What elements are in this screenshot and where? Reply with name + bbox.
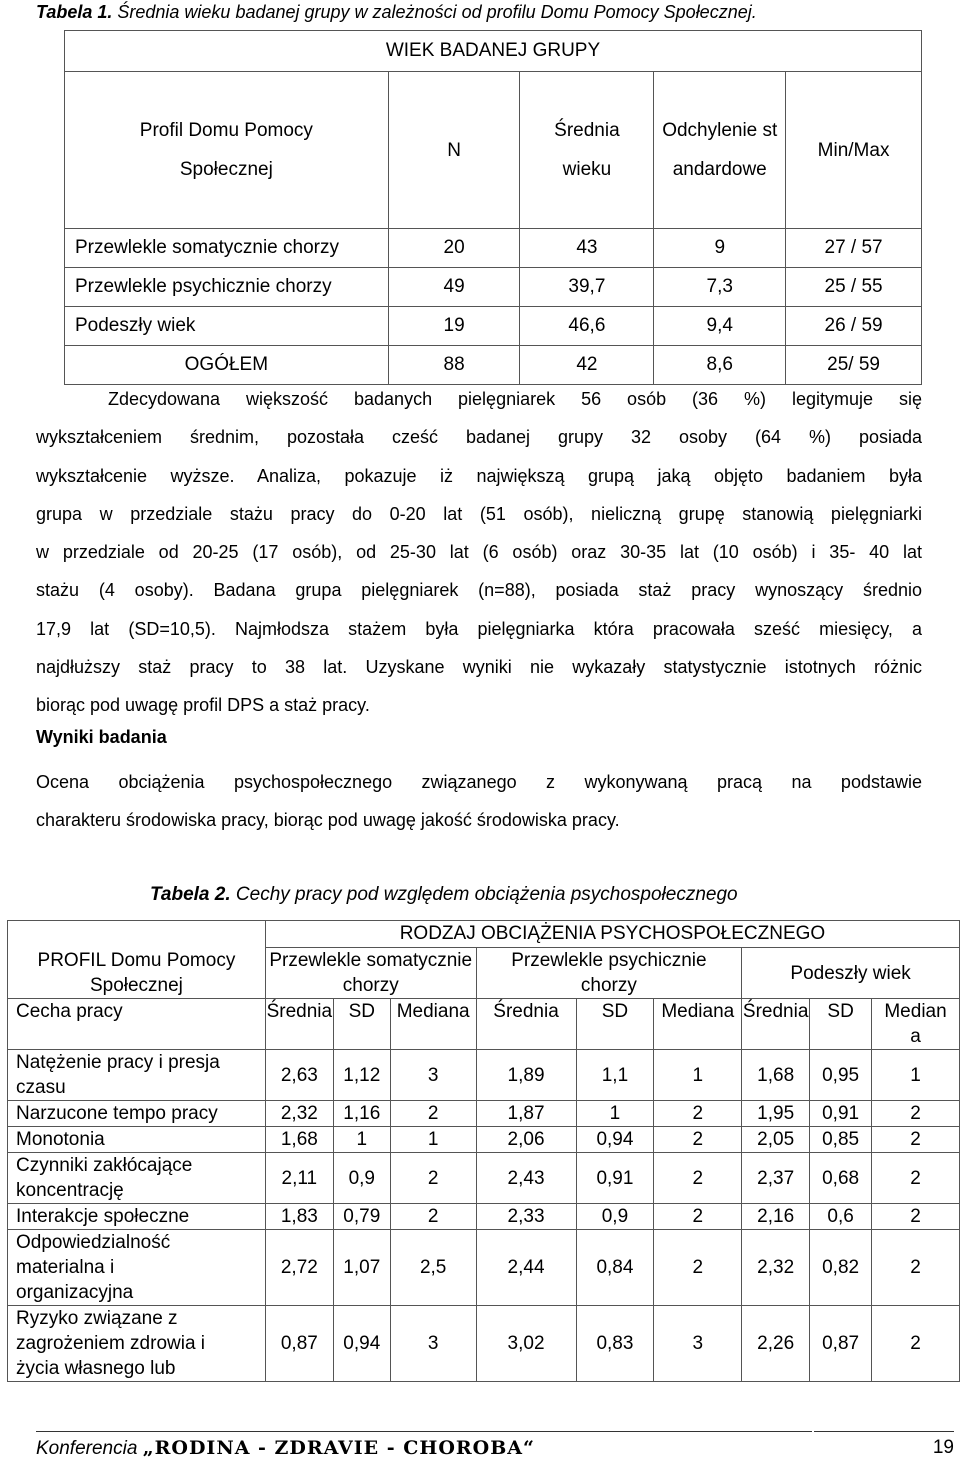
sub-header-mean: Średnia: [742, 999, 810, 1050]
cell: 0,9: [333, 1153, 390, 1204]
workload-table-subheader-row: [8, 999, 960, 1050]
row-label: Natężenie pracy i presja czasu: [8, 1050, 266, 1101]
cell-mean: 43: [520, 229, 654, 268]
cell-minmax: 25/ 59: [786, 346, 922, 385]
cell: 2,11: [265, 1153, 333, 1204]
sub-header-mean: Średnia: [265, 999, 333, 1050]
row-label: Ryzyko związane z zagrożeniem zdrowia i życia własnego lub: [8, 1306, 266, 1382]
sub-header-sd: SD: [576, 999, 654, 1050]
col-header-n: N: [388, 72, 520, 229]
cell: 1,89: [476, 1050, 576, 1101]
cell: 2: [654, 1230, 742, 1306]
cell: 1: [390, 1127, 476, 1153]
cell: 2: [872, 1101, 960, 1127]
col-header-minmax: Min/Max: [786, 72, 922, 229]
workload-group-header: RODZAJ OBCIĄŻENIA PSYCHOSPOŁECZNEGO: [265, 921, 959, 948]
cell-mean: 42: [520, 346, 654, 385]
page-number: 19: [932, 1437, 954, 1458]
cell: 0,68: [810, 1153, 872, 1204]
table-row: [8, 1204, 960, 1230]
cell: 2,72: [265, 1230, 333, 1306]
cell: 2: [654, 1101, 742, 1127]
table-row: [65, 229, 922, 268]
cell: 1,87: [476, 1101, 576, 1127]
cell: 1,07: [333, 1230, 390, 1306]
cell-minmax: 25 / 55: [786, 268, 922, 307]
table1-caption-text: Średnia wieku badanej grupy w zależności od profilu Domu Pomocy Społecznej.: [112, 2, 757, 22]
cell-mean: 46,6: [520, 307, 654, 346]
row-label: Interakcje społeczne: [8, 1204, 266, 1230]
paragraph-line: najdłuższy staż pracy to 38 lat. Uzyskane wyniki nie wykazały statystycznie istotnych różnic: [36, 657, 922, 678]
cell: 0,91: [810, 1101, 872, 1127]
workload-table-header-row: [8, 948, 960, 999]
cell: 1,1: [576, 1050, 654, 1101]
col-header-psychic: Przewlekle psychicznie chorzy: [476, 948, 742, 999]
cell: 2,37: [742, 1153, 810, 1204]
cell: 0,95: [810, 1050, 872, 1101]
col-header-elderly: Podeszły wiek: [742, 948, 960, 999]
cell: 0,9: [576, 1204, 654, 1230]
row-label: Odpowiedzialność materialna i organizacyjna: [8, 1230, 266, 1306]
cell: 3: [390, 1306, 476, 1382]
cell: 1: [576, 1101, 654, 1127]
paragraph-line: wykształcenie wyższe. Analiza, pokazuje iż największą grupą jaką objęto badaniem była: [36, 465, 922, 486]
table-row: [8, 1050, 960, 1101]
paragraph-line: charakteru środowiska pracy, biorąc pod uwagę jakość środowiska pracy.: [36, 810, 620, 831]
cell-n: 49: [388, 268, 520, 307]
table2-caption-label: Tabela 2.: [150, 884, 231, 905]
age-table-header-row: [65, 72, 922, 229]
paragraph-line: wykształceniem średnim, pozostała cześć badanej grupy 32 osoby (64 %) posiada: [36, 427, 922, 448]
cell-n: 20: [388, 229, 520, 268]
footer-rule: [814, 1431, 954, 1432]
cell: 1,83: [265, 1204, 333, 1230]
table-row: [8, 1153, 960, 1204]
row-label: OGÓŁEM: [65, 346, 389, 385]
row-label: Przewlekle somatycznie chorzy: [65, 229, 389, 268]
table1-caption-label: Tabela 1.: [36, 2, 113, 22]
row-label: Podeszły wiek: [65, 307, 389, 346]
sub-header-median: Mediana: [390, 999, 476, 1050]
cell-mean: 39,7: [520, 268, 654, 307]
cell: 2,05: [742, 1127, 810, 1153]
row-label: Monotonia: [8, 1127, 266, 1153]
table-row: [65, 268, 922, 307]
paragraph-assessment: [36, 763, 922, 840]
cell-minmax: 27 / 57: [786, 229, 922, 268]
cell: 2: [872, 1230, 960, 1306]
cell: 2,32: [742, 1230, 810, 1306]
cell: 0,85: [810, 1127, 872, 1153]
paragraph-line: biorąc pod uwagę profil DPS a staż pracy.: [36, 695, 370, 716]
table-row: [8, 1230, 960, 1306]
age-table-group-row: [65, 31, 922, 72]
sub-header-mean: Średnia: [476, 999, 576, 1050]
cell: 2: [872, 1153, 960, 1204]
page-footer: [36, 1437, 954, 1465]
paragraph-line: Ocena obciążenia psychospołecznego związanego z wykonywaną pracą na podstawie: [36, 772, 922, 792]
cell-n: 88: [388, 346, 520, 385]
cell: 0,91: [576, 1153, 654, 1204]
cell: 2: [872, 1204, 960, 1230]
cell: 0,87: [810, 1306, 872, 1382]
row-label: Narzucone tempo pracy: [8, 1101, 266, 1127]
cell: 2,16: [742, 1204, 810, 1230]
cell: 0,6: [810, 1204, 872, 1230]
paragraph-line: 17,9 lat (SD=10,5). Najmłodsza stażem była pielęgniarka która pracowała sześć miesięcy, a: [36, 618, 922, 639]
sub-header-median: Mediana: [654, 999, 742, 1050]
cell: 1: [654, 1050, 742, 1101]
cell: 1: [333, 1127, 390, 1153]
cell: 3,02: [476, 1306, 576, 1382]
cell: 0,79: [333, 1204, 390, 1230]
cell-minmax: 26 / 59: [786, 307, 922, 346]
row-label: Czynniki zakłócające koncentrację: [8, 1153, 266, 1204]
cell: 2,44: [476, 1230, 576, 1306]
paragraph-line: grupa w przedziale stażu pracy do 0-20 lat (51 osób), nieliczną grupę stanowią pielęgniarki: [36, 503, 922, 524]
col-header-profile: Profil Domu Pomocy Społecznej: [65, 72, 389, 229]
paragraph-education: [36, 380, 922, 725]
empty-cell: [8, 921, 266, 948]
feature-label: Cecha pracy: [8, 999, 266, 1050]
col-header-profile: PROFIL Domu Pomocy Społecznej: [8, 948, 266, 999]
cell: 2: [654, 1153, 742, 1204]
cell: 2: [654, 1127, 742, 1153]
cell: 1: [872, 1050, 960, 1101]
age-table-group-header: WIEK BADANEJ GRUPY: [65, 31, 922, 72]
age-table: [64, 30, 922, 385]
table-row: [8, 1306, 960, 1382]
sub-header-sd: SD: [333, 999, 390, 1050]
table-row: [65, 307, 922, 346]
table2-caption-text: Cechy pracy pod względem obciążenia psychospołecznego: [230, 884, 738, 905]
row-label: Przewlekle psychicznie chorzy: [65, 268, 389, 307]
cell: 0,94: [333, 1306, 390, 1382]
cell: 3: [654, 1306, 742, 1382]
sub-header-median: Mediana: [872, 999, 960, 1050]
cell: 1,16: [333, 1101, 390, 1127]
paragraph-line: Zdecydowana większość badanych pielęgniarek 56 osób (36 %) legitymuje się: [108, 389, 922, 409]
col-header-mean: Średnia wieku: [520, 72, 654, 229]
footer-title: „RODINA - ZDRAVIE - CHOROBA“: [142, 1437, 535, 1459]
cell: 2: [872, 1306, 960, 1382]
cell: 0,84: [576, 1230, 654, 1306]
table-row: [8, 1101, 960, 1127]
cell: 2,26: [742, 1306, 810, 1382]
cell: 2: [390, 1101, 476, 1127]
cell-sd: 9,4: [654, 307, 786, 346]
results-heading: Wyniki badania: [36, 727, 167, 747]
cell: 2: [872, 1127, 960, 1153]
cell: 1,12: [333, 1050, 390, 1101]
cell: 0,83: [576, 1306, 654, 1382]
cell: 2: [390, 1204, 476, 1230]
table-row: [8, 1127, 960, 1153]
cell-sd: 7,3: [654, 268, 786, 307]
col-header-sd: Odchylenie standardowe: [654, 72, 786, 229]
table1-caption: [36, 2, 757, 23]
paragraph-line: w przedziale od 20-25 (17 osób), od 25-30 lat (6 osób) oraz 30-35 lat (10 osób) i 35- 40 lat: [36, 542, 922, 563]
cell-n: 19: [388, 307, 520, 346]
cell: 2: [654, 1204, 742, 1230]
workload-table: [7, 920, 960, 1382]
cell: 1,95: [742, 1101, 810, 1127]
footer-conference: Konferencia: [36, 1438, 138, 1459]
footer-rule: [36, 1431, 812, 1432]
table2-caption: [150, 884, 738, 906]
sub-header-sd: SD: [810, 999, 872, 1050]
cell: 3: [390, 1050, 476, 1101]
cell: 1,68: [265, 1127, 333, 1153]
table-row-total: [65, 346, 922, 385]
cell: 0,87: [265, 1306, 333, 1382]
cell-sd: 8,6: [654, 346, 786, 385]
cell: 2,63: [265, 1050, 333, 1101]
cell: 2,43: [476, 1153, 576, 1204]
cell: 2,33: [476, 1204, 576, 1230]
cell: 0,82: [810, 1230, 872, 1306]
col-header-somatic: Przewlekle somatycznie chorzy: [265, 948, 476, 999]
workload-table-group-row: [8, 921, 960, 948]
cell-sd: 9: [654, 229, 786, 268]
cell: 2: [390, 1153, 476, 1204]
cell: 0,94: [576, 1127, 654, 1153]
cell: 1,68: [742, 1050, 810, 1101]
cell: 2,32: [265, 1101, 333, 1127]
paragraph-line: stażu (4 osoby). Badana grupa pielęgniarek (n=88), posiada staż pracy wynoszący średnio: [36, 580, 922, 601]
cell: 2,5: [390, 1230, 476, 1306]
cell: 2,06: [476, 1127, 576, 1153]
